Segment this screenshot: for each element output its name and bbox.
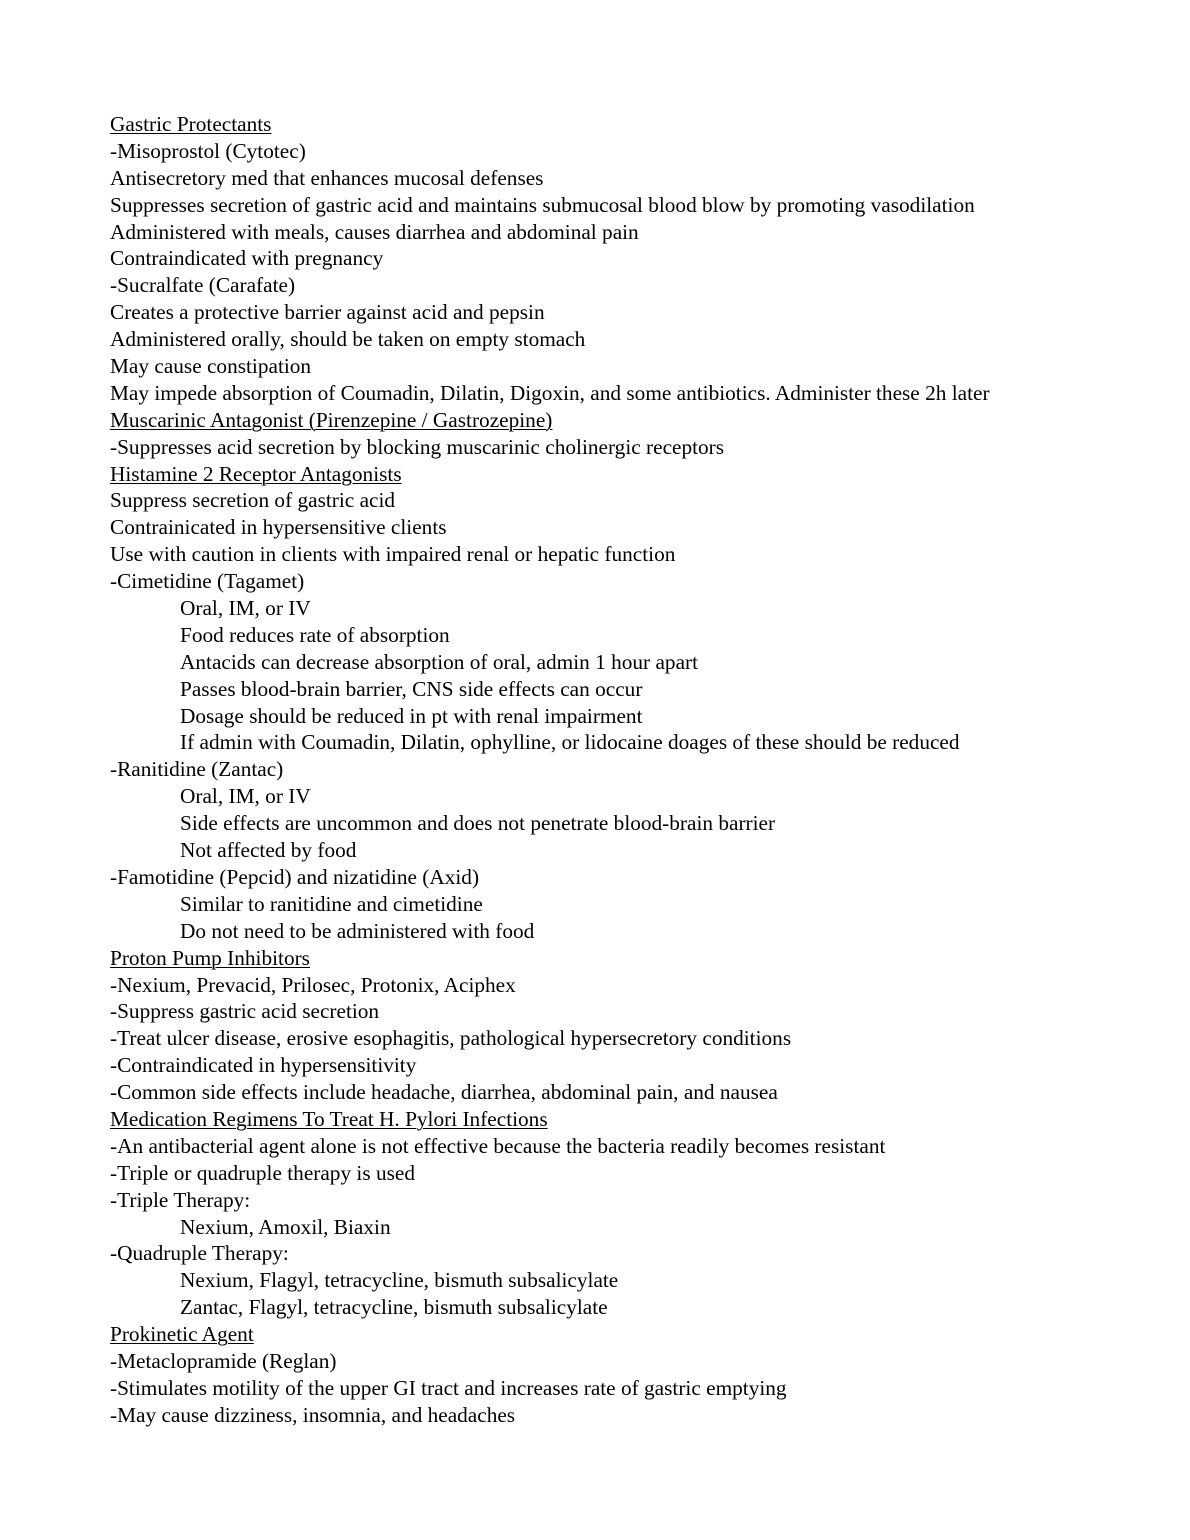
- section-heading: Proton Pump Inhibitors: [110, 945, 310, 970]
- text-line: -Triple Therapy:: [110, 1187, 251, 1212]
- text-line: Administered with meals, causes diarrhea and abdominal pain: [110, 219, 639, 244]
- indented-line: Not affected by food: [180, 838, 357, 863]
- text-line: -Treat ulcer disease, erosive esophagitis, pathological hypersecretory conditions: [110, 1026, 792, 1051]
- indented-line: Zantac, Flagyl, tetracycline, bismuth subsalicylate: [180, 1295, 608, 1320]
- indented-line: Food reduces rate of absorption: [180, 622, 450, 647]
- indented-line: Passes blood-brain barrier, CNS side effects can occur: [180, 676, 643, 701]
- section-heading: Medication Regimens To Treat H. Pylori Infections: [110, 1106, 548, 1131]
- text-line: Suppresses secretion of gastric acid and maintains submucosal blood blow by promoting vasodilation: [110, 192, 975, 217]
- text-line: Suppress secretion of gastric acid: [110, 488, 396, 513]
- indented-line: Dosage should be reduced in pt with renal impairment: [180, 703, 643, 728]
- indented-line: Similar to ranitidine and cimetidine: [180, 891, 483, 916]
- indented-line: Nexium, Amoxil, Biaxin: [180, 1214, 391, 1239]
- document-body: [110, 111, 1170, 1429]
- text-line: -May cause dizziness, insomnia, and headaches: [110, 1402, 516, 1427]
- text-line: -Contraindicated in hypersensitivity: [110, 1053, 417, 1078]
- text-line: -Common side effects include headache, diarrhea, abdominal pain, and nausea: [110, 1080, 778, 1105]
- text-line: -Triple or quadruple therapy is used: [110, 1160, 415, 1185]
- text-line: -Misoprostol (Cytotec): [110, 138, 306, 163]
- indented-line: Nexium, Flagyl, tetracycline, bismuth subsalicylate: [180, 1268, 619, 1293]
- text-line: Contrainicated in hypersensitive clients: [110, 515, 447, 540]
- text-line: Administered orally, should be taken on empty stomach: [110, 327, 586, 352]
- text-line: -Famotidine (Pepcid) and nizatidine (Axid): [110, 864, 480, 889]
- text-line: -Ranitidine (Zantac): [110, 757, 284, 782]
- text-line: Creates a protective barrier against acid and pepsin: [110, 300, 545, 325]
- indented-line: Oral, IM, or IV: [180, 784, 311, 809]
- section-heading: Gastric Protectants: [110, 112, 272, 136]
- text-line: -Suppress gastric acid secretion: [110, 999, 380, 1024]
- text-line: May impede absorption of Coumadin, Dilatin, Digoxin, and some antibiotics. Administer these 2h later: [110, 380, 990, 405]
- text-line: -Sucralfate (Carafate): [110, 273, 296, 298]
- text-line: Antisecretory med that enhances mucosal defenses: [110, 165, 544, 190]
- indented-line: Oral, IM, or IV: [180, 596, 311, 621]
- indented-line: Antacids can decrease absorption of oral, admin 1 hour apart: [180, 649, 699, 674]
- text-line: -Nexium, Prevacid, Prilosec, Protonix, Aciphex: [110, 972, 516, 997]
- text-line: Contraindicated with pregnancy: [110, 246, 384, 271]
- text-line: -Stimulates motility of the upper GI tract and increases rate of gastric emptying: [110, 1375, 787, 1400]
- text-line: May cause constipation: [110, 354, 312, 379]
- text-line: -Cimetidine (Tagamet): [110, 569, 305, 594]
- indented-line: Side effects are uncommon and does not penetrate blood-brain barrier: [180, 811, 776, 836]
- text-line: -Suppresses acid secretion by blocking muscarinic cholinergic receptors: [110, 434, 725, 459]
- indented-line: Do not need to be administered with food: [180, 918, 535, 943]
- text-line: Use with caution in clients with impaired renal or hepatic function: [110, 542, 676, 567]
- section-heading: Histamine 2 Receptor Antagonists: [110, 461, 402, 486]
- text-line: -Quadruple Therapy:: [110, 1241, 289, 1266]
- section-heading: Prokinetic Agent: [110, 1322, 254, 1347]
- section-heading: Muscarinic Antagonist (Pirenzepine / Gastrozepine): [110, 407, 553, 432]
- text-line: -Metaclopramide (Reglan): [110, 1348, 337, 1373]
- indented-line: If admin with Coumadin, Dilatin, ophylline, or lidocaine doages of these should be reduced: [180, 730, 960, 755]
- text-line: -An antibacterial agent alone is not effective because the bacteria readily becomes resistant: [110, 1133, 886, 1158]
